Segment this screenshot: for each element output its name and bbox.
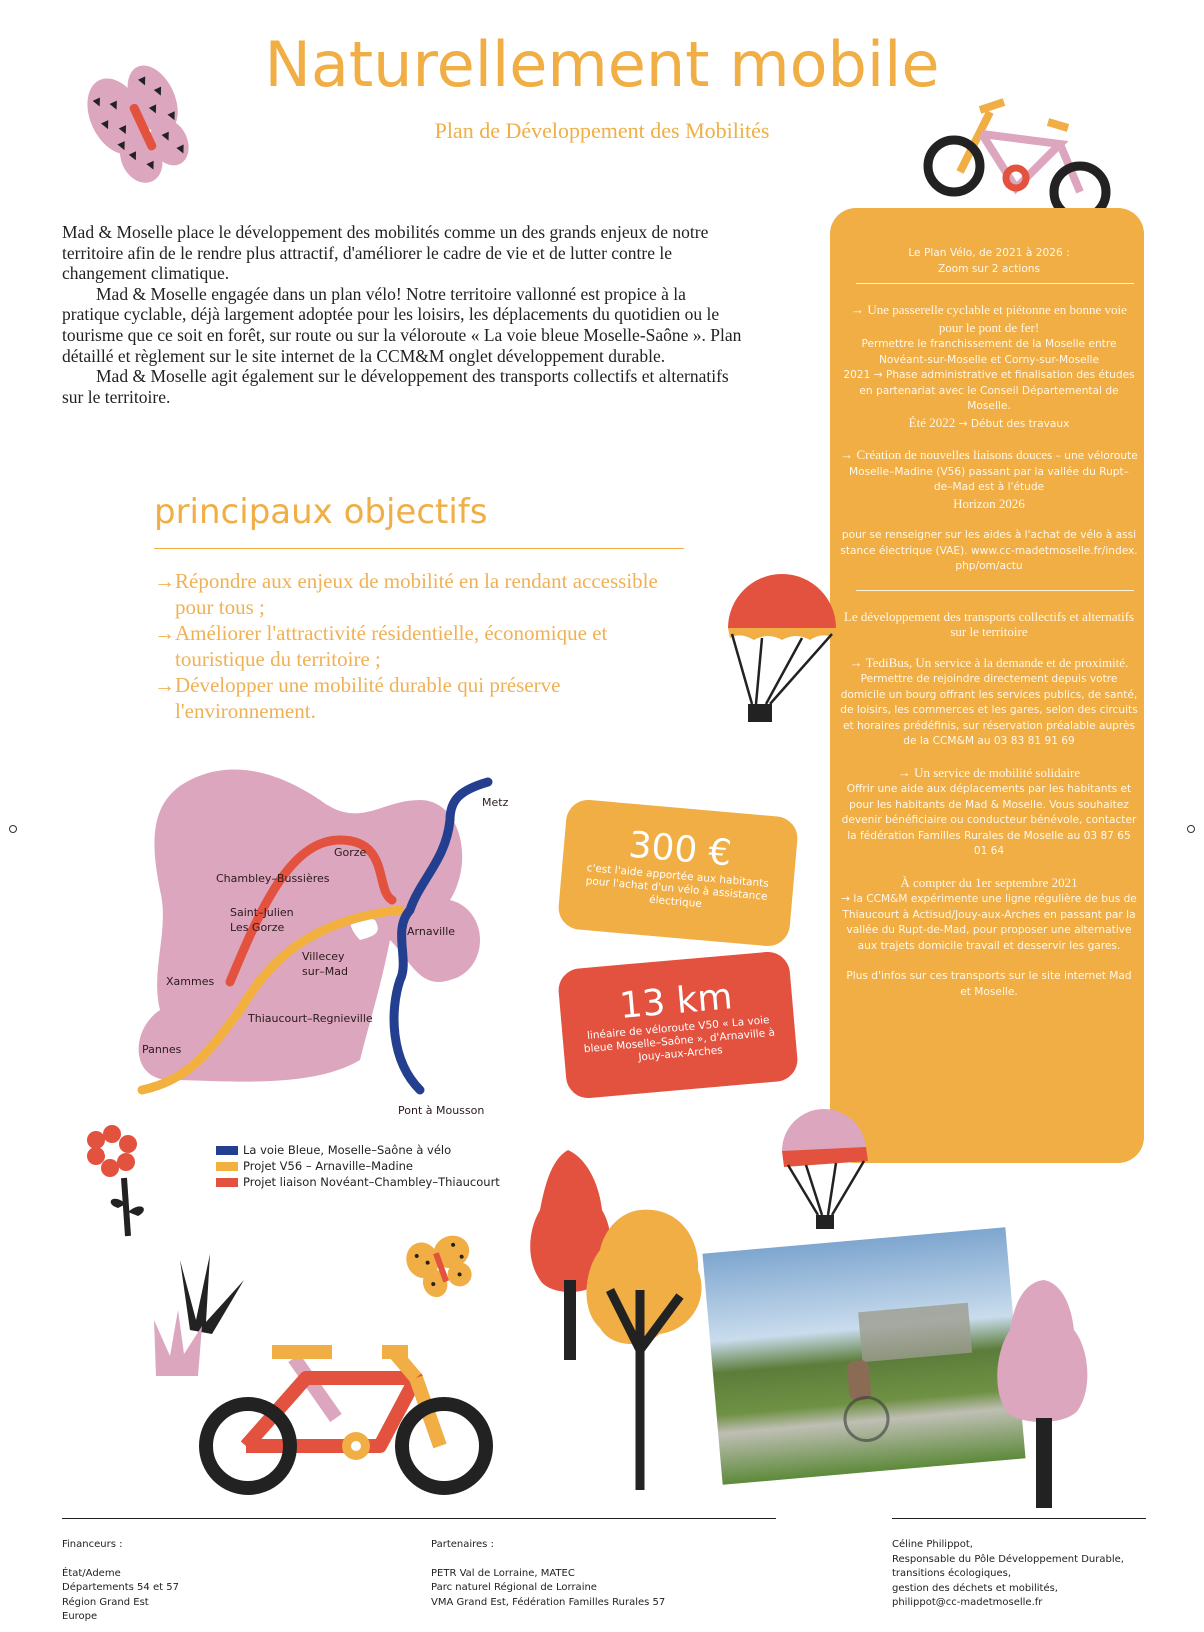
action-step-label: Été 2022 bbox=[908, 414, 956, 430]
info-panel bbox=[830, 208, 1144, 1163]
objectives-list bbox=[154, 568, 674, 724]
map-label-thiaucourt: Thiaucourt–Regnieville bbox=[248, 1012, 373, 1025]
map-label-sur-mad: sur–Mad bbox=[302, 965, 348, 978]
panel-heading bbox=[840, 246, 1138, 277]
panel-heading-line: Zoom sur 2 actions bbox=[937, 262, 1041, 275]
partenaire-item: PETR Val de Lorraine, MATEC bbox=[431, 1567, 575, 1579]
arrow-icon: → bbox=[154, 621, 175, 645]
tree-illustration-pink bbox=[994, 1280, 1094, 1510]
objectives-divider bbox=[154, 548, 684, 549]
page-subtitle: Plan de Développement des Mobilités bbox=[434, 118, 770, 143]
legend-label: La voie Bleue, Moselle–Saône à vélo bbox=[243, 1143, 452, 1157]
butterfly-illustration-small bbox=[404, 1234, 480, 1300]
registration-mark-icon bbox=[1187, 825, 1195, 833]
panel-september bbox=[840, 875, 1138, 955]
trees-illustration bbox=[530, 1150, 730, 1490]
objective-item bbox=[154, 672, 674, 724]
partenaires-title: Partenaires : bbox=[431, 1539, 494, 1550]
bicycle-illustration-top bbox=[920, 92, 1120, 222]
panel-heading-line: Le Plan Vélo, de 2021 à 2026 : bbox=[908, 247, 1070, 259]
flower-illustration bbox=[82, 1122, 152, 1238]
stat-value: 13 km bbox=[617, 976, 735, 1027]
financeurs-title: Financeurs : bbox=[62, 1539, 123, 1550]
stat-text: c'est l'aide apportée aux habitants pour l'achat d'un vélo à assistance électrique bbox=[585, 862, 770, 911]
action-title: → Création de nouvelles liaisons douces bbox=[840, 447, 1053, 462]
map-label-chambley: Chambley–Bussières bbox=[216, 872, 330, 885]
footer-divider bbox=[62, 1518, 776, 1519]
map-label-les-gorze: Les Gorze bbox=[230, 921, 285, 934]
panel-divider bbox=[856, 283, 1134, 284]
financeur-item: Europe bbox=[62, 1611, 98, 1622]
map-label-metz: Metz bbox=[482, 796, 509, 809]
action-body: – une véloroute Moselle–Madine (V56) passant par la vallée du Rupt–de–Mad est à l'étude bbox=[849, 450, 1138, 493]
legend-label: Projet liaison Novéant–Chambley–Thiaucourt bbox=[243, 1175, 500, 1189]
partenaire-item: Parc naturel Régional de Lorraine bbox=[431, 1582, 597, 1593]
bicycle-illustration-bottom bbox=[196, 1338, 506, 1498]
arrow-icon: → bbox=[154, 673, 175, 697]
action-horizon: Horizon 2026 bbox=[953, 495, 1025, 511]
contact-email: philippot@cc-madetmoselle.fr bbox=[892, 1597, 1043, 1608]
footer-financeurs bbox=[62, 1538, 362, 1625]
partenaire-item: VMA Grand Est, Fédération Familles Rurales 57 bbox=[431, 1596, 666, 1608]
footer-divider bbox=[892, 1518, 1146, 1519]
footer-contact bbox=[892, 1538, 1192, 1611]
objective-text: Améliorer l'attractivité résidentielle, économique et touristique du territoire ; bbox=[175, 621, 608, 671]
objective-text: Répondre aux enjeux de mobilité en la rendant accessible pour tous ; bbox=[175, 569, 658, 619]
map-label-pannes: Pannes bbox=[142, 1043, 182, 1056]
solidaire-body: Offrir une aide aux déplacements par les habitants et pour les habitants de Mad & Moselle. Vous souhaitez devenir bénéficiaire ou conducteur bénévole, contacter la fédération Familles Rurales de Moselle au 03 87 65 01 64 bbox=[841, 783, 1137, 857]
intro-paragraph: Mad & Moselle engagée dans un plan vélo! Notre territoire vallonné est propice à la pratique cyclable, déjà largement adoptée pour les loisirs, les déplacements du quotidien ou le tourisme que ce soit en forêt, sur route ou sur la véloroute « La voie bleue Moselle-Saône ». Plan détaillé et règlement sur le site internet de la CCM&M onglet développement durable. bbox=[62, 283, 742, 366]
september-body: → la CCM&M expérimente une ligne régulière de bus de Thiaucourt à Actisud/Jouy-aux-Arches en passant par la vallée du Rupt-de-Mad, pour proposer une alternative aux trajets domicile travail et desservir les gares. bbox=[841, 893, 1137, 952]
financeur-item: État/Ademe bbox=[62, 1567, 121, 1579]
legend-swatch-red bbox=[216, 1178, 238, 1187]
panel-vae-info: pour se renseigner sur les aides à l'achat de vélo à assistance électrique (VAE). www.cc-madetmoselle.fr/index.php/om/actu bbox=[840, 529, 1138, 572]
panel-action-2 bbox=[840, 447, 1138, 513]
legend-swatch-blue bbox=[216, 1146, 238, 1155]
stat-card-vae bbox=[557, 798, 799, 948]
cyclist-photo bbox=[702, 1227, 1025, 1485]
map-label-xammes: Xammes bbox=[166, 975, 215, 988]
transports-title: Le développement des transports collectifs et alternatifs sur le territoire bbox=[843, 608, 1135, 639]
contact-role: gestion des déchets et mobilités, bbox=[892, 1582, 1058, 1594]
legend-item bbox=[216, 1142, 500, 1158]
panel-action-1 bbox=[840, 302, 1138, 432]
balloon-illustration-pink bbox=[778, 1105, 874, 1235]
objective-item bbox=[154, 620, 674, 672]
legend-swatch-orange bbox=[216, 1162, 238, 1171]
action-step: → Début des travaux bbox=[958, 417, 1070, 430]
september-title: À compter du 1er septembre 2021 bbox=[900, 874, 1078, 890]
contact-role: Responsable du Pôle Développement Durable, bbox=[892, 1553, 1124, 1565]
legend-label: Projet V56 – Arnaville–Madine bbox=[243, 1159, 414, 1173]
balloon-illustration bbox=[722, 568, 842, 728]
stat-text: linéaire de véloroute V50 « La voie bleue Moselle–Saône », d'Arnaville à Jouy-aux-Arches bbox=[583, 1014, 776, 1064]
solidaire-title: → Un service de mobilité solidaire bbox=[897, 764, 1081, 780]
financeur-item: Région Grand Est bbox=[62, 1596, 149, 1608]
footer-partenaires bbox=[431, 1538, 771, 1610]
intro-text bbox=[62, 222, 742, 407]
map-label-arnaville: Arnaville bbox=[407, 925, 456, 938]
panel-tedibus bbox=[840, 655, 1138, 750]
registration-mark-icon bbox=[9, 825, 17, 833]
tedibus-title: → TediBus, Un service à la demande et de proximité. bbox=[849, 654, 1129, 670]
objective-text: Développer une mobilité durable qui préserve l'environnement. bbox=[175, 673, 561, 723]
aqueduct-shape bbox=[858, 1303, 972, 1362]
financeur-item: Départements 54 et 57 bbox=[62, 1582, 179, 1593]
map-label-villecey: Villecey bbox=[302, 950, 345, 963]
butterfly-illustration bbox=[78, 62, 208, 190]
objectives-title: principaux objectifs bbox=[154, 492, 488, 532]
tedibus-body: Permettre de rejoindre directement depuis votre domicile un bourg offrant les services publics, de santé, de loisirs, les commerces et les gares, selon des circuits et horaires prédéfinis, sur réservation préalable auprès de la CCM&M au 03 83 81 91 69 bbox=[840, 673, 1138, 747]
map-label-saint-julien: Saint–Julien bbox=[230, 906, 294, 919]
panel-divider bbox=[856, 590, 1134, 591]
action-body: Permettre le franchissement de la Moselle entre Novéant-sur-Moselle et Corny-sur-Moselle bbox=[861, 338, 1117, 366]
bike-wheel-shape bbox=[842, 1394, 892, 1444]
action-title: → Une passerelle cyclable et piétonne en bonne voie pour le pont de fer! bbox=[851, 302, 1127, 335]
map-legend bbox=[216, 1142, 500, 1190]
objective-item bbox=[154, 568, 674, 620]
page-title: Naturellement mobile bbox=[264, 28, 940, 101]
intro-paragraph: Mad & Moselle agit également sur le développement des transports collectifs et alternatifs sur le territoire. bbox=[62, 366, 729, 407]
intro-paragraph: Mad & Moselle place le développement des mobilités comme un des grands enjeux de notre territoire afin de le rendre plus attractif, d'améliorer le cadre de vie et de lutter contre le changement climatique. bbox=[62, 222, 709, 284]
panel-more-info: Plus d'infos sur ces transports sur le site internet Mad et Moselle. bbox=[846, 970, 1132, 998]
map-label-pont-a-mousson: Pont à Mousson bbox=[398, 1104, 485, 1117]
stat-card-veloroute bbox=[557, 950, 799, 1100]
contact-name: Céline Philippot, bbox=[892, 1539, 973, 1550]
stat-value: 300 € bbox=[626, 824, 734, 875]
contact-role: transitions écologiques, bbox=[892, 1568, 1012, 1579]
action-step: 2021 → Phase administrative et finalisation des études en partenariat avec le Conseil Départemental de Moselle. bbox=[843, 369, 1135, 412]
legend-item bbox=[216, 1158, 500, 1174]
map-label-gorze: Gorze bbox=[334, 846, 367, 859]
panel-solidaire bbox=[840, 765, 1138, 860]
legend-item bbox=[216, 1174, 500, 1190]
arrow-icon: → bbox=[154, 569, 175, 593]
